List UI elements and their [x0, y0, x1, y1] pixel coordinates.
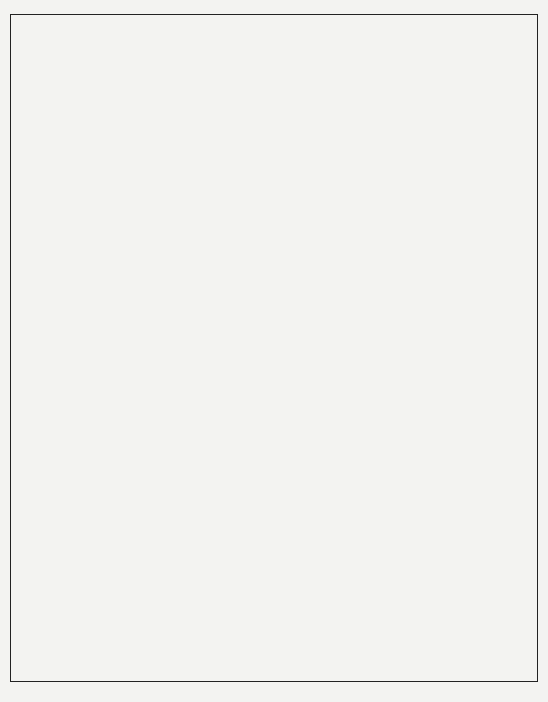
statistics-table — [10, 14, 538, 682]
